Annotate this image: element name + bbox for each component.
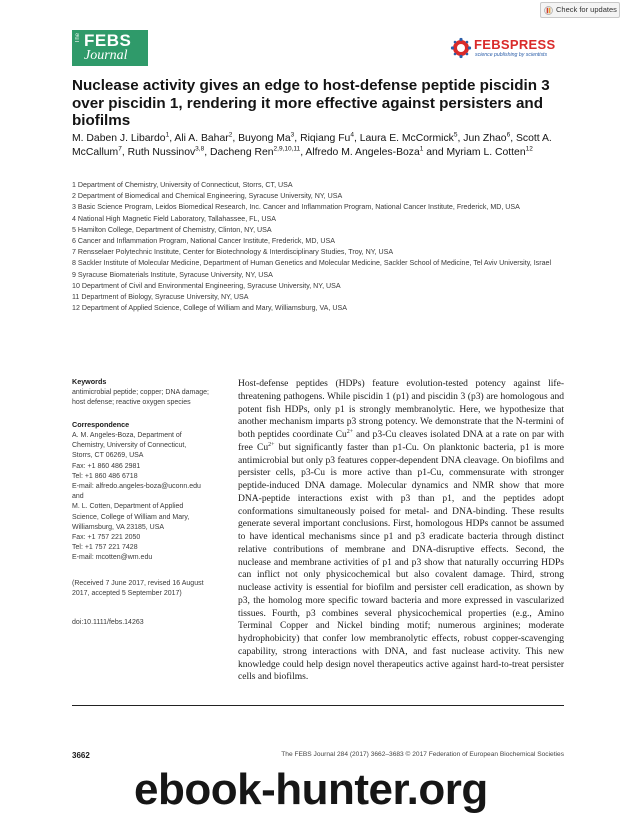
- febs-press-dots-icon: [450, 37, 472, 59]
- correspondence-text: [72, 431, 222, 564]
- affiliation-item: 12 Department of Applied Science, College of William and Mary, Williamsburg, VA, USA: [72, 304, 347, 313]
- keywords-heading: Keywords: [72, 377, 107, 386]
- check-updates-label: Check for updates: [556, 5, 617, 14]
- logo-journal-text: Journal: [84, 48, 128, 63]
- watermark-text: ebook-hunter.org: [134, 765, 488, 814]
- author-affiliation-marker: 12: [525, 145, 533, 153]
- abstract-sup-1: 2+: [346, 428, 354, 435]
- author-affiliation-marker: 2,9,10,11: [273, 145, 301, 153]
- affiliation-item: 4 National High Magnetic Field Laboratory, Tallahassee, FL, USA: [72, 214, 276, 223]
- affiliation-item: 5 Hamilton College, Department of Chemistry, Clinton, NY, USA: [72, 225, 272, 234]
- affiliation-item: 6 Cancer and Inflammation Program, National Cancer Institute, Frederick, MD, USA: [72, 237, 335, 246]
- correspondence-line: Tel: +1 860 486 6718: [72, 472, 138, 480]
- logo-the-text: The: [75, 33, 81, 44]
- author-affiliation-marker: 5: [453, 131, 458, 139]
- correspondence-line: Fax: +1 757 221 2050: [72, 534, 141, 542]
- keywords-text: antimicrobial peptide; copper; DNA damage; host defense; reactive oxygen species: [72, 389, 209, 407]
- author-name: Ruth Nussinov: [127, 147, 196, 158]
- affiliation-item: 3 Basic Science Program, Leidos Biomedical Research, Inc. Cancer and Inflammation Program, National Cancer Institute, Frederick, MD, USA: [72, 203, 520, 212]
- check-for-updates-badge[interactable]: [540, 2, 620, 18]
- correspondence-line: Storrs, CT 06269, USA: [72, 452, 144, 460]
- author-separator: ,: [204, 147, 210, 158]
- correspondence-line: Chemistry, University of Connecticut,: [72, 442, 187, 450]
- correspondence-heading: Correspondence: [72, 420, 130, 429]
- author-affiliation-marker: 6: [506, 131, 511, 139]
- author-separator: ,: [353, 133, 360, 144]
- febs-press-logo: [448, 34, 568, 64]
- footer-divider: [72, 705, 564, 706]
- affiliation-item: 9 Syracuse Biomaterials Institute, Syracuse University, NY, USA: [72, 270, 273, 279]
- article-title: Nuclease activity gives an edge to host-defense peptide piscidin 3 over piscidin 1, rendering it more effective against persisters and biofilms: [72, 77, 550, 129]
- affiliation-item: 7 Rensselaer Polytechnic Institute, Center for Biotechnology & Interdisciplinary Studies, Troy, NY, USA: [72, 248, 394, 257]
- affiliation-item: 10 Department of Civil and Environmental Engineering, Syracuse University, NY, USA: [72, 281, 341, 290]
- author-separator: ,: [232, 133, 239, 144]
- author-name: Dacheng Ren: [210, 147, 274, 158]
- affiliation-list: [72, 180, 557, 314]
- affiliation-item: 8 Sackler Institute of Molecular Medicine, Department of Human Genetics and Molecular Medicine, Sackler School of Medicine, Tel Aviv University, Israel: [72, 259, 552, 268]
- correspondence-line: A. M. Angeles-Boza, Department of: [72, 432, 182, 439]
- correspondence-line: Williamsburg, VA 23185, USA: [72, 523, 165, 531]
- author-separator: and: [423, 147, 447, 158]
- logo-febs-text: FEBS: [84, 31, 132, 50]
- affiliation-item: 1 Department of Chemistry, University of Connecticut, Storrs, CT, USA: [72, 181, 293, 189]
- update-icon: [544, 6, 553, 15]
- author-separator: ,: [294, 133, 301, 144]
- press-tagline: science publishing by scientists: [475, 52, 548, 58]
- abstract-part-3: but significantly faster than p1-Cu. On planktonic bacteria, p1 is more antimicrobial but only p3 features copper-dependent DNA cleavage. On biofilms and persister cells, p3-Cu is more active than p1-Cu, commensurate with stronger peptide-induced DNA damage. Molecular dynamics and NMR show that more DNA-peptide interactions exist with p3 than p1, and the peptides adopt conformations simultaneously poised for metal- and DNA-binding. These results generate several important conclusions. First, homologous HDPs cannot be assumed to have identical mechanisms since p1 and p3 eradicate bacteria through distinct relative contributions of membrane and DNA-disruptive effects. Second, the nuclease and membrane activities of p1 and p3 show that naturally occurring HDPs can inflict not only physicochemical but also covalent damage. Third, strong nuclease activity is essential for biofilm and persister cell eradication, as shown by p3, the homolog more specific toward bacteria and more expressed in vascularized tissues. Fourth, p3 combines several physicochemical properties (e.g., Amino Terminal Copper and Nickel binding motif; numerous arginines; moderate hydrophobicity) that confer low membranolytic effects, robust copper-scavenging capability, strong interactions with DNA, and fast nuclease activity. This new knowledge could help design novel therapeutics active against hard-to-treat persister cells and biofilms.: [238, 441, 564, 683]
- author-affiliation-marker: 3,8: [195, 145, 205, 153]
- author-name: Buyong Ma: [238, 133, 291, 144]
- author-affiliation-marker: 7: [118, 145, 122, 153]
- page-number: 3662: [72, 751, 90, 760]
- author-separator: ,: [457, 133, 464, 144]
- febs-journal-logo: [72, 30, 148, 66]
- author-name: Ali A. Bahar: [174, 133, 229, 144]
- correspondence-line: and: [72, 493, 84, 501]
- correspondence-line: Tel: +1 757 221 7428: [72, 544, 138, 552]
- abstract-sup-2: 2+: [268, 441, 275, 448]
- abstract-part-1: Host-defense peptides (HDPs) feature evolution-tested potency against life-threatening pathogens. While piscidin 1 (p1) and piscidin 3 (p3) are homologous and potent fish HDPs, only p1 is strongly membranolytic. Here, we hypothesize that another mechanism imparts p3 strong potency. We demonstrate that the N-termini of both peptides coordinate Cu: [238, 378, 564, 440]
- correspondence-line[interactable]: E-mail: alfredo.angeles-boza@uconn.edu: [72, 483, 201, 491]
- author-affiliation-marker: 4: [350, 131, 354, 139]
- affiliation-item: 11 Department of Biology, Syracuse University, NY, USA: [72, 293, 249, 302]
- author-name: Alfredo M. Angeles-Boza: [305, 147, 420, 158]
- author-name: Laura E. McCormick: [359, 133, 454, 144]
- author-affiliation-marker: 1: [165, 131, 170, 139]
- author-name: M. Daben J. Libardo: [72, 133, 166, 144]
- author-list: [72, 132, 562, 160]
- correspondence-line: Fax: +1 860 486 2981: [72, 462, 141, 470]
- author-name: Jun Zhao: [463, 133, 507, 144]
- received-dates: (Received 7 June 2017, revised 16 August 2017, accepted 5 September 2017): [72, 580, 204, 598]
- author-affiliation-marker: 2: [228, 131, 233, 139]
- author-affiliation-marker: 1: [419, 145, 424, 153]
- author-name: Myriam L. Cotten: [446, 147, 526, 158]
- abstract-part-2: and p3-Cu cleaves isolated DNA at a rate on par with free Cu: [238, 429, 564, 453]
- affiliation-item: 2 Department of Biomedical and Chemical Engineering, Syracuse University, NY, USA: [72, 192, 343, 201]
- doi-link[interactable]: doi:10.1111/febs.14263: [72, 619, 144, 626]
- author-separator: ,: [121, 147, 128, 158]
- author-affiliation-marker: 3: [290, 131, 295, 139]
- author-separator: ,: [510, 133, 516, 144]
- abstract-text: [238, 378, 564, 684]
- footer-citation: The FEBS Journal 284 (2017) 3662–3683 © 2017 Federation of European Biochemical Societies: [281, 751, 564, 758]
- author-name: Riqiang Fu: [300, 133, 351, 144]
- correspondence-line: Science, College of William and Mary,: [72, 513, 190, 521]
- author-separator: ,: [169, 133, 175, 144]
- press-name: FEBSPRESS: [474, 37, 556, 52]
- author-separator: ,: [300, 147, 306, 158]
- correspondence-line[interactable]: E-mail: mcotten@wm.edu: [72, 554, 153, 562]
- correspondence-line: M. L. Cotten, Department of Applied: [72, 503, 184, 511]
- author-name: Scott A. McCallum: [72, 133, 552, 158]
